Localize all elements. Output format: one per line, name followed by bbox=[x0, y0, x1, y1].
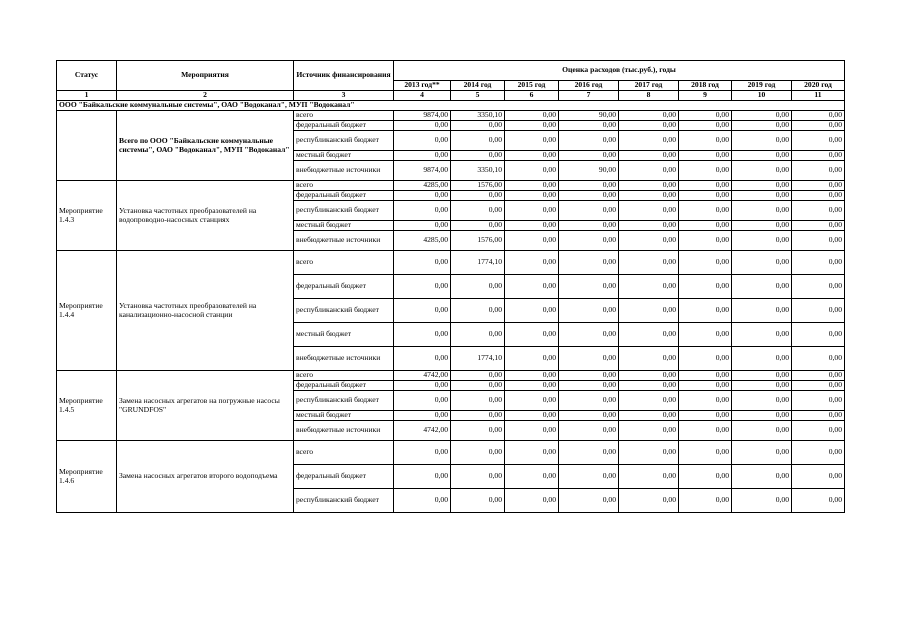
status-cell: Мероприятие 1.4.4 bbox=[57, 251, 117, 371]
header-year: 2017 год bbox=[619, 81, 679, 91]
source-cell: всего bbox=[294, 251, 394, 275]
value-cell: 0,00 bbox=[451, 391, 505, 411]
value-cell: 0,00 bbox=[451, 381, 505, 391]
value-cell: 0,00 bbox=[451, 151, 505, 161]
value-cell: 0,00 bbox=[792, 251, 845, 275]
source-cell: федеральный бюджет bbox=[294, 381, 394, 391]
header-year: 2015 год bbox=[505, 81, 559, 91]
status-cell bbox=[57, 111, 117, 181]
value-cell: 0,00 bbox=[792, 161, 845, 181]
value-cell: 0,00 bbox=[505, 381, 559, 391]
value-cell: 3350,10 bbox=[451, 111, 505, 121]
value-cell: 0,00 bbox=[451, 121, 505, 131]
value-cell: 0,00 bbox=[559, 181, 619, 191]
source-cell: внебюджетные источники bbox=[294, 347, 394, 371]
value-cell: 0,00 bbox=[792, 421, 845, 441]
value-cell: 0,00 bbox=[792, 151, 845, 161]
value-cell: 0,00 bbox=[451, 299, 505, 323]
header-year: 2020 год bbox=[792, 81, 845, 91]
value-cell: 0,00 bbox=[732, 323, 792, 347]
value-cell: 0,00 bbox=[732, 181, 792, 191]
value-cell: 9874,00 bbox=[394, 161, 451, 181]
value-cell: 0,00 bbox=[619, 465, 679, 489]
table-row bbox=[57, 251, 845, 275]
value-cell: 1774,10 bbox=[451, 251, 505, 275]
header-event: Мероприятия bbox=[117, 61, 294, 91]
table-row bbox=[57, 181, 845, 191]
value-cell: 0,00 bbox=[792, 323, 845, 347]
value-cell: 0,00 bbox=[559, 465, 619, 489]
value-cell: 0,00 bbox=[619, 201, 679, 221]
event-cell: Замена насосных агрегатов на погружные насосы "GRUNDFOS" bbox=[117, 371, 294, 441]
value-cell: 0,00 bbox=[679, 181, 732, 191]
value-cell: 0,00 bbox=[451, 131, 505, 151]
value-cell: 0,00 bbox=[559, 251, 619, 275]
column-number: 5 bbox=[451, 91, 505, 101]
value-cell: 0,00 bbox=[505, 391, 559, 411]
value-cell: 0,00 bbox=[505, 411, 559, 421]
header-year: 2014 год bbox=[451, 81, 505, 91]
value-cell: 0,00 bbox=[679, 347, 732, 371]
value-cell: 0,00 bbox=[792, 221, 845, 231]
value-cell: 0,00 bbox=[732, 121, 792, 131]
value-cell: 4285,00 bbox=[394, 231, 451, 251]
value-cell: 0,00 bbox=[559, 421, 619, 441]
value-cell: 0,00 bbox=[619, 347, 679, 371]
event-cell: Установка частотных преобразователей на канализационно-насосной станции bbox=[117, 251, 294, 371]
table-row bbox=[57, 111, 845, 121]
value-cell: 0,00 bbox=[679, 381, 732, 391]
value-cell: 0,00 bbox=[505, 371, 559, 381]
value-cell: 0,00 bbox=[619, 131, 679, 151]
value-cell: 0,00 bbox=[732, 161, 792, 181]
value-cell: 0,00 bbox=[451, 201, 505, 221]
source-cell: внебюджетные источники bbox=[294, 231, 394, 251]
value-cell: 0,00 bbox=[732, 191, 792, 201]
value-cell: 0,00 bbox=[792, 381, 845, 391]
value-cell: 0,00 bbox=[505, 111, 559, 121]
value-cell: 0,00 bbox=[679, 151, 732, 161]
source-cell: всего bbox=[294, 371, 394, 381]
event-cell: Замена насосных агрегатов второго водоподъема bbox=[117, 441, 294, 513]
value-cell: 4742,00 bbox=[394, 371, 451, 381]
value-cell: 0,00 bbox=[559, 131, 619, 151]
value-cell: 0,00 bbox=[679, 121, 732, 131]
value-cell: 0,00 bbox=[792, 181, 845, 191]
value-cell: 0,00 bbox=[451, 465, 505, 489]
value-cell: 0,00 bbox=[505, 161, 559, 181]
column-number: 6 bbox=[505, 91, 559, 101]
value-cell: 0,00 bbox=[559, 231, 619, 251]
value-cell: 0,00 bbox=[394, 391, 451, 411]
value-cell: 0,00 bbox=[451, 411, 505, 421]
status-cell: Мероприятие 1.4.5 bbox=[57, 371, 117, 441]
table-row bbox=[57, 441, 845, 465]
value-cell: 0,00 bbox=[505, 121, 559, 131]
column-number: 2 bbox=[117, 91, 294, 101]
value-cell: 0,00 bbox=[792, 111, 845, 121]
value-cell: 0,00 bbox=[679, 489, 732, 513]
value-cell: 0,00 bbox=[394, 201, 451, 221]
org-title-row bbox=[57, 101, 845, 111]
value-cell: 0,00 bbox=[619, 231, 679, 251]
value-cell: 0,00 bbox=[394, 151, 451, 161]
value-cell: 0,00 bbox=[505, 231, 559, 251]
value-cell: 0,00 bbox=[732, 381, 792, 391]
value-cell: 0,00 bbox=[732, 131, 792, 151]
value-cell: 0,00 bbox=[505, 131, 559, 151]
value-cell: 0,00 bbox=[559, 411, 619, 421]
value-cell: 0,00 bbox=[505, 275, 559, 299]
source-cell: республиканский бюджет bbox=[294, 201, 394, 221]
value-cell: 0,00 bbox=[732, 299, 792, 323]
value-cell: 0,00 bbox=[559, 121, 619, 131]
value-cell: 0,00 bbox=[792, 201, 845, 221]
value-cell: 0,00 bbox=[679, 161, 732, 181]
value-cell: 0,00 bbox=[619, 275, 679, 299]
value-cell: 0,00 bbox=[394, 465, 451, 489]
value-cell: 0,00 bbox=[451, 221, 505, 231]
value-cell: 0,00 bbox=[559, 201, 619, 221]
column-number: 1 bbox=[57, 91, 117, 101]
value-cell: 0,00 bbox=[679, 201, 732, 221]
value-cell: 90,00 bbox=[559, 111, 619, 121]
value-cell: 0,00 bbox=[394, 131, 451, 151]
value-cell: 9874,00 bbox=[394, 111, 451, 121]
source-cell: местный бюджет bbox=[294, 151, 394, 161]
value-cell: 0,00 bbox=[394, 381, 451, 391]
value-cell: 0,00 bbox=[559, 299, 619, 323]
value-cell: 0,00 bbox=[732, 111, 792, 121]
source-cell: всего bbox=[294, 441, 394, 465]
expense-table bbox=[56, 60, 845, 513]
value-cell: 0,00 bbox=[732, 151, 792, 161]
source-cell: федеральный бюджет bbox=[294, 191, 394, 201]
source-cell: федеральный бюджет bbox=[294, 121, 394, 131]
column-number: 8 bbox=[619, 91, 679, 101]
value-cell: 0,00 bbox=[679, 299, 732, 323]
value-cell: 0,00 bbox=[505, 251, 559, 275]
source-cell: республиканский бюджет bbox=[294, 489, 394, 513]
value-cell: 0,00 bbox=[732, 411, 792, 421]
value-cell: 0,00 bbox=[679, 323, 732, 347]
value-cell: 0,00 bbox=[559, 275, 619, 299]
value-cell: 0,00 bbox=[792, 299, 845, 323]
value-cell: 0,00 bbox=[451, 441, 505, 465]
value-cell: 0,00 bbox=[394, 221, 451, 231]
value-cell: 1774,10 bbox=[451, 347, 505, 371]
value-cell: 0,00 bbox=[679, 191, 732, 201]
value-cell: 0,00 bbox=[732, 391, 792, 411]
value-cell: 0,00 bbox=[394, 347, 451, 371]
value-cell: 0,00 bbox=[732, 441, 792, 465]
value-cell: 0,00 bbox=[505, 347, 559, 371]
source-cell: федеральный бюджет bbox=[294, 465, 394, 489]
header-source: Источник финансирования bbox=[294, 61, 394, 91]
value-cell: 0,00 bbox=[505, 181, 559, 191]
value-cell: 0,00 bbox=[732, 221, 792, 231]
value-cell: 0,00 bbox=[559, 381, 619, 391]
value-cell: 0,00 bbox=[679, 421, 732, 441]
value-cell: 0,00 bbox=[679, 371, 732, 381]
value-cell: 3350,10 bbox=[451, 161, 505, 181]
value-cell: 0,00 bbox=[619, 221, 679, 231]
value-cell: 0,00 bbox=[559, 371, 619, 381]
source-cell: местный бюджет bbox=[294, 221, 394, 231]
value-cell: 0,00 bbox=[451, 421, 505, 441]
status-cell: Мероприятие 1.4.6 bbox=[57, 441, 117, 513]
value-cell: 0,00 bbox=[732, 201, 792, 221]
source-cell: внебюджетные источники bbox=[294, 421, 394, 441]
value-cell: 0,00 bbox=[619, 489, 679, 513]
table-row bbox=[57, 371, 845, 381]
value-cell: 0,00 bbox=[505, 323, 559, 347]
value-cell: 0,00 bbox=[792, 121, 845, 131]
value-cell: 0,00 bbox=[619, 191, 679, 201]
source-cell: республиканский бюджет bbox=[294, 131, 394, 151]
value-cell: 0,00 bbox=[619, 181, 679, 191]
value-cell: 0,00 bbox=[792, 191, 845, 201]
value-cell: 0,00 bbox=[559, 441, 619, 465]
source-cell: республиканский бюджет bbox=[294, 391, 394, 411]
column-number: 7 bbox=[559, 91, 619, 101]
value-cell: 0,00 bbox=[619, 251, 679, 275]
value-cell: 0,00 bbox=[394, 191, 451, 201]
header-status: Статус bbox=[57, 61, 117, 91]
source-cell: внебюджетные источники bbox=[294, 161, 394, 181]
value-cell: 0,00 bbox=[559, 323, 619, 347]
value-cell: 0,00 bbox=[505, 489, 559, 513]
value-cell: 0,00 bbox=[679, 111, 732, 121]
status-cell: Мероприятие 1.4.3 bbox=[57, 181, 117, 251]
value-cell: 0,00 bbox=[619, 411, 679, 421]
value-cell: 0,00 bbox=[792, 489, 845, 513]
column-number: 10 bbox=[732, 91, 792, 101]
value-cell: 0,00 bbox=[559, 191, 619, 201]
value-cell: 0,00 bbox=[792, 391, 845, 411]
value-cell: 4742,00 bbox=[394, 421, 451, 441]
value-cell: 0,00 bbox=[559, 151, 619, 161]
value-cell: 0,00 bbox=[505, 465, 559, 489]
value-cell: 0,00 bbox=[451, 489, 505, 513]
value-cell: 0,00 bbox=[394, 299, 451, 323]
value-cell: 0,00 bbox=[451, 275, 505, 299]
value-cell: 0,00 bbox=[679, 465, 732, 489]
value-cell: 0,00 bbox=[792, 347, 845, 371]
value-cell: 0,00 bbox=[619, 111, 679, 121]
value-cell: 0,00 bbox=[792, 441, 845, 465]
value-cell: 0,00 bbox=[679, 275, 732, 299]
column-number: 4 bbox=[394, 91, 451, 101]
column-numbers-row bbox=[57, 91, 845, 101]
source-cell: федеральный бюджет bbox=[294, 275, 394, 299]
value-cell: 0,00 bbox=[732, 251, 792, 275]
value-cell: 4285,00 bbox=[394, 181, 451, 191]
value-cell: 90,00 bbox=[559, 161, 619, 181]
value-cell: 0,00 bbox=[394, 441, 451, 465]
value-cell: 0,00 bbox=[619, 299, 679, 323]
value-cell: 0,00 bbox=[394, 275, 451, 299]
value-cell: 0,00 bbox=[732, 231, 792, 251]
value-cell: 0,00 bbox=[505, 421, 559, 441]
value-cell: 0,00 bbox=[679, 411, 732, 421]
value-cell: 0,00 bbox=[792, 131, 845, 151]
value-cell: 0,00 bbox=[451, 191, 505, 201]
value-cell: 1576,00 bbox=[451, 181, 505, 191]
value-cell: 0,00 bbox=[732, 489, 792, 513]
value-cell: 0,00 bbox=[619, 421, 679, 441]
value-cell: 0,00 bbox=[505, 299, 559, 323]
column-number: 11 bbox=[792, 91, 845, 101]
value-cell: 0,00 bbox=[732, 275, 792, 299]
value-cell: 0,00 bbox=[394, 411, 451, 421]
header-year: 2019 год bbox=[732, 81, 792, 91]
value-cell: 0,00 bbox=[679, 251, 732, 275]
value-cell: 0,00 bbox=[732, 347, 792, 371]
value-cell: 0,00 bbox=[559, 489, 619, 513]
value-cell: 0,00 bbox=[619, 161, 679, 181]
value-cell: 0,00 bbox=[619, 381, 679, 391]
source-cell: местный бюджет bbox=[294, 323, 394, 347]
value-cell: 0,00 bbox=[679, 391, 732, 411]
value-cell: 0,00 bbox=[505, 221, 559, 231]
value-cell: 0,00 bbox=[505, 191, 559, 201]
org-title: ООО "Байкальские коммунальные системы", ОАО "Водоканал", МУП "Водоканал" bbox=[57, 101, 845, 111]
value-cell: 0,00 bbox=[619, 371, 679, 381]
value-cell: 0,00 bbox=[619, 391, 679, 411]
header-estimate: Оценка расходов (тыс.руб.), годы bbox=[394, 61, 845, 81]
source-cell: всего bbox=[294, 181, 394, 191]
value-cell: 0,00 bbox=[792, 411, 845, 421]
value-cell: 0,00 bbox=[394, 489, 451, 513]
header-row bbox=[57, 61, 845, 81]
value-cell: 0,00 bbox=[394, 323, 451, 347]
value-cell: 0,00 bbox=[505, 201, 559, 221]
value-cell: 0,00 bbox=[559, 221, 619, 231]
value-cell: 0,00 bbox=[732, 421, 792, 441]
value-cell: 0,00 bbox=[451, 371, 505, 381]
source-cell: республиканский бюджет bbox=[294, 299, 394, 323]
value-cell: 0,00 bbox=[559, 391, 619, 411]
header-year: 2013 год** bbox=[394, 81, 451, 91]
value-cell: 0,00 bbox=[792, 371, 845, 381]
value-cell: 0,00 bbox=[732, 371, 792, 381]
event-cell: Всего по ООО "Байкальские коммунальные системы", ОАО "Водоканал", МУП "Водоканал" bbox=[117, 111, 294, 181]
value-cell: 0,00 bbox=[451, 323, 505, 347]
header-year: 2016 год bbox=[559, 81, 619, 91]
value-cell: 1576,00 bbox=[451, 231, 505, 251]
value-cell: 0,00 bbox=[559, 347, 619, 371]
value-cell: 0,00 bbox=[792, 275, 845, 299]
value-cell: 0,00 bbox=[679, 231, 732, 251]
value-cell: 0,00 bbox=[619, 121, 679, 131]
value-cell: 0,00 bbox=[394, 251, 451, 275]
value-cell: 0,00 bbox=[732, 465, 792, 489]
value-cell: 0,00 bbox=[394, 121, 451, 131]
value-cell: 0,00 bbox=[505, 151, 559, 161]
source-cell: местный бюджет bbox=[294, 411, 394, 421]
value-cell: 0,00 bbox=[619, 323, 679, 347]
value-cell: 0,00 bbox=[679, 441, 732, 465]
event-cell: Установка частотных преобразователей на водопроводно-насосных станциях bbox=[117, 181, 294, 251]
header-year: 2018 год bbox=[679, 81, 732, 91]
value-cell: 0,00 bbox=[792, 465, 845, 489]
value-cell: 0,00 bbox=[619, 151, 679, 161]
value-cell: 0,00 bbox=[792, 231, 845, 251]
column-number: 9 bbox=[679, 91, 732, 101]
column-number: 3 bbox=[294, 91, 394, 101]
value-cell: 0,00 bbox=[679, 131, 732, 151]
value-cell: 0,00 bbox=[619, 441, 679, 465]
value-cell: 0,00 bbox=[679, 221, 732, 231]
value-cell: 0,00 bbox=[505, 441, 559, 465]
source-cell: всего bbox=[294, 111, 394, 121]
